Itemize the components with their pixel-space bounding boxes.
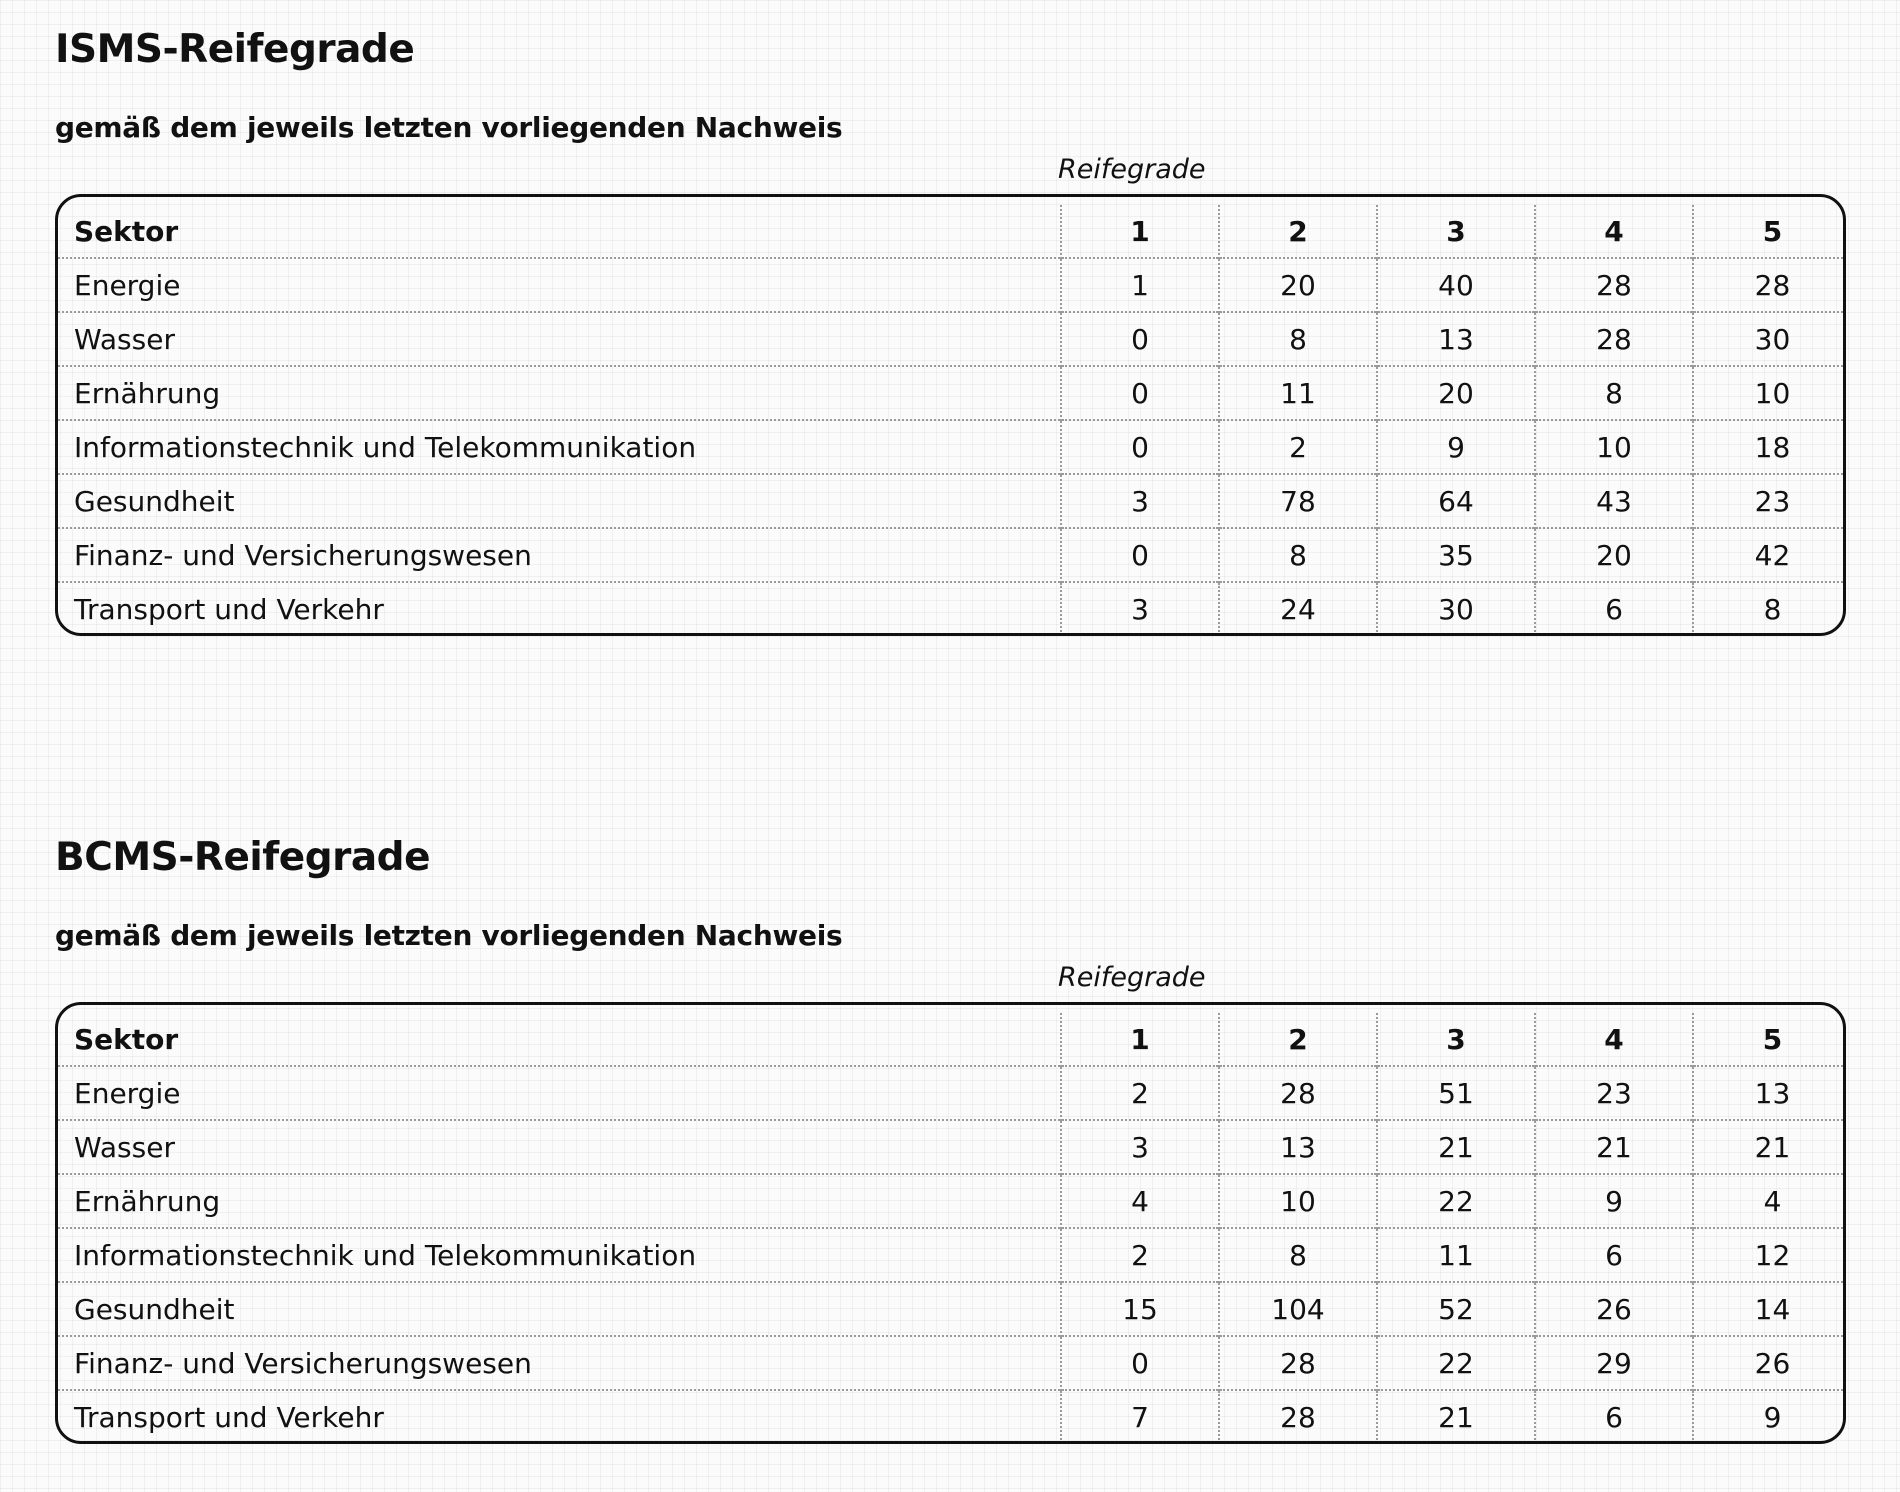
value-cell: 40 — [1377, 258, 1535, 312]
table-row — [58, 528, 1846, 582]
value-cell: 18 — [1693, 420, 1846, 474]
value-cell: 8 — [1219, 1228, 1377, 1282]
header-grade-2: 2 — [1219, 1013, 1377, 1066]
table-row — [58, 582, 1846, 635]
value-cell: 28 — [1693, 258, 1846, 312]
value-cell: 22 — [1377, 1336, 1535, 1390]
value-cell: 10 — [1693, 366, 1846, 420]
value-cell: 2 — [1061, 1066, 1219, 1120]
sector-cell: Gesundheit — [58, 1282, 1061, 1336]
value-cell: 35 — [1377, 528, 1535, 582]
header-grade-4: 4 — [1535, 1013, 1693, 1066]
value-cell: 13 — [1693, 1066, 1846, 1120]
value-cell: 30 — [1693, 312, 1846, 366]
value-cell: 2 — [1219, 420, 1377, 474]
isms-subtitle: gemäß dem jeweils letzten vorliegenden Nachweis — [55, 111, 843, 144]
header-grade-3: 3 — [1377, 1013, 1535, 1066]
value-cell: 14 — [1693, 1282, 1846, 1336]
value-cell: 28 — [1219, 1336, 1377, 1390]
value-cell: 13 — [1219, 1120, 1377, 1174]
isms-grade-label: Reifegrade — [1058, 154, 1206, 185]
table-row — [58, 258, 1846, 312]
value-cell: 43 — [1535, 474, 1693, 528]
value-cell: 9 — [1377, 420, 1535, 474]
value-cell: 21 — [1377, 1120, 1535, 1174]
table-row — [58, 1066, 1846, 1120]
sector-cell: Ernährung — [58, 366, 1061, 420]
value-cell: 4 — [1693, 1174, 1846, 1228]
value-cell: 64 — [1377, 474, 1535, 528]
value-cell: 9 — [1535, 1174, 1693, 1228]
value-cell: 7 — [1061, 1390, 1219, 1443]
isms-table — [58, 205, 1846, 635]
header-grade-5: 5 — [1693, 1013, 1846, 1066]
value-cell: 42 — [1693, 528, 1846, 582]
value-cell: 3 — [1061, 1120, 1219, 1174]
value-cell: 4 — [1061, 1174, 1219, 1228]
header-grade-4: 4 — [1535, 205, 1693, 258]
sector-cell: Ernährung — [58, 1174, 1061, 1228]
value-cell: 22 — [1377, 1174, 1535, 1228]
value-cell: 1 — [1061, 258, 1219, 312]
value-cell: 20 — [1377, 366, 1535, 420]
value-cell: 26 — [1535, 1282, 1693, 1336]
header-sector: Sektor — [74, 214, 179, 248]
value-cell: 30 — [1377, 582, 1535, 635]
value-cell: 12 — [1693, 1228, 1846, 1282]
value-cell: 28 — [1219, 1390, 1377, 1443]
sector-cell: Wasser — [58, 1120, 1061, 1174]
value-cell: 0 — [1061, 528, 1219, 582]
value-cell: 20 — [1535, 528, 1693, 582]
value-cell: 51 — [1377, 1066, 1535, 1120]
value-cell: 13 — [1377, 312, 1535, 366]
value-cell: 0 — [1061, 366, 1219, 420]
sector-cell: Transport und Verkehr — [58, 582, 1061, 635]
value-cell: 78 — [1219, 474, 1377, 528]
value-cell: 3 — [1061, 582, 1219, 635]
value-cell: 28 — [1535, 312, 1693, 366]
header-grade-1: 1 — [1061, 1013, 1219, 1066]
value-cell: 21 — [1693, 1120, 1846, 1174]
isms-table-frame — [55, 194, 1846, 636]
value-cell: 23 — [1693, 474, 1846, 528]
value-cell: 26 — [1693, 1336, 1846, 1390]
header-sector: Sektor — [74, 1022, 179, 1056]
table-row — [58, 1174, 1846, 1228]
value-cell: 8 — [1535, 366, 1693, 420]
header-grade-2: 2 — [1219, 205, 1377, 258]
isms-title: ISMS-Reifegrade — [55, 27, 415, 72]
value-cell: 0 — [1061, 312, 1219, 366]
table-row — [58, 1390, 1846, 1443]
value-cell: 28 — [1535, 258, 1693, 312]
value-cell: 9 — [1693, 1390, 1846, 1443]
value-cell: 8 — [1219, 528, 1377, 582]
value-cell: 6 — [1535, 1228, 1693, 1282]
sector-cell: Energie — [58, 1066, 1061, 1120]
bcms-grade-label: Reifegrade — [1058, 962, 1206, 993]
sector-cell: Energie — [58, 258, 1061, 312]
table-row — [58, 420, 1846, 474]
table-header-row — [58, 1013, 1846, 1066]
table-row — [58, 366, 1846, 420]
value-cell: 11 — [1219, 366, 1377, 420]
sector-cell: Finanz- und Versicherungswesen — [58, 528, 1061, 582]
table-header-row — [58, 205, 1846, 258]
value-cell: 6 — [1535, 1390, 1693, 1443]
value-cell: 0 — [1061, 1336, 1219, 1390]
sector-cell: Informationstechnik und Telekommunikation — [58, 1228, 1061, 1282]
value-cell: 20 — [1219, 258, 1377, 312]
bcms-title: BCMS-Reifegrade — [55, 835, 431, 880]
table-row — [58, 1282, 1846, 1336]
value-cell: 29 — [1535, 1336, 1693, 1390]
value-cell: 15 — [1061, 1282, 1219, 1336]
table-row — [58, 1228, 1846, 1282]
value-cell: 8 — [1693, 582, 1846, 635]
value-cell: 21 — [1535, 1120, 1693, 1174]
table-row — [58, 1336, 1846, 1390]
value-cell: 21 — [1377, 1390, 1535, 1443]
value-cell: 6 — [1535, 582, 1693, 635]
header-grade-5: 5 — [1693, 205, 1846, 258]
isms-section — [55, 22, 1850, 626]
value-cell: 104 — [1219, 1282, 1377, 1336]
value-cell: 28 — [1219, 1066, 1377, 1120]
value-cell: 52 — [1377, 1282, 1535, 1336]
bcms-table-frame — [55, 1002, 1846, 1444]
bcms-section — [55, 830, 1850, 1434]
value-cell: 10 — [1219, 1174, 1377, 1228]
bcms-table — [58, 1013, 1846, 1443]
value-cell: 24 — [1219, 582, 1377, 635]
value-cell: 0 — [1061, 420, 1219, 474]
value-cell: 2 — [1061, 1228, 1219, 1282]
value-cell: 23 — [1535, 1066, 1693, 1120]
header-grade-1: 1 — [1061, 205, 1219, 258]
sector-cell: Gesundheit — [58, 474, 1061, 528]
table-row — [58, 312, 1846, 366]
bcms-subtitle: gemäß dem jeweils letzten vorliegenden Nachweis — [55, 919, 843, 952]
value-cell: 8 — [1219, 312, 1377, 366]
header-grade-3: 3 — [1377, 205, 1535, 258]
value-cell: 11 — [1377, 1228, 1535, 1282]
value-cell: 10 — [1535, 420, 1693, 474]
sector-cell: Informationstechnik und Telekommunikation — [58, 420, 1061, 474]
table-row — [58, 474, 1846, 528]
sector-cell: Wasser — [58, 312, 1061, 366]
table-row — [58, 1120, 1846, 1174]
sector-cell: Transport und Verkehr — [58, 1390, 1061, 1443]
value-cell: 3 — [1061, 474, 1219, 528]
sector-cell: Finanz- und Versicherungswesen — [58, 1336, 1061, 1390]
